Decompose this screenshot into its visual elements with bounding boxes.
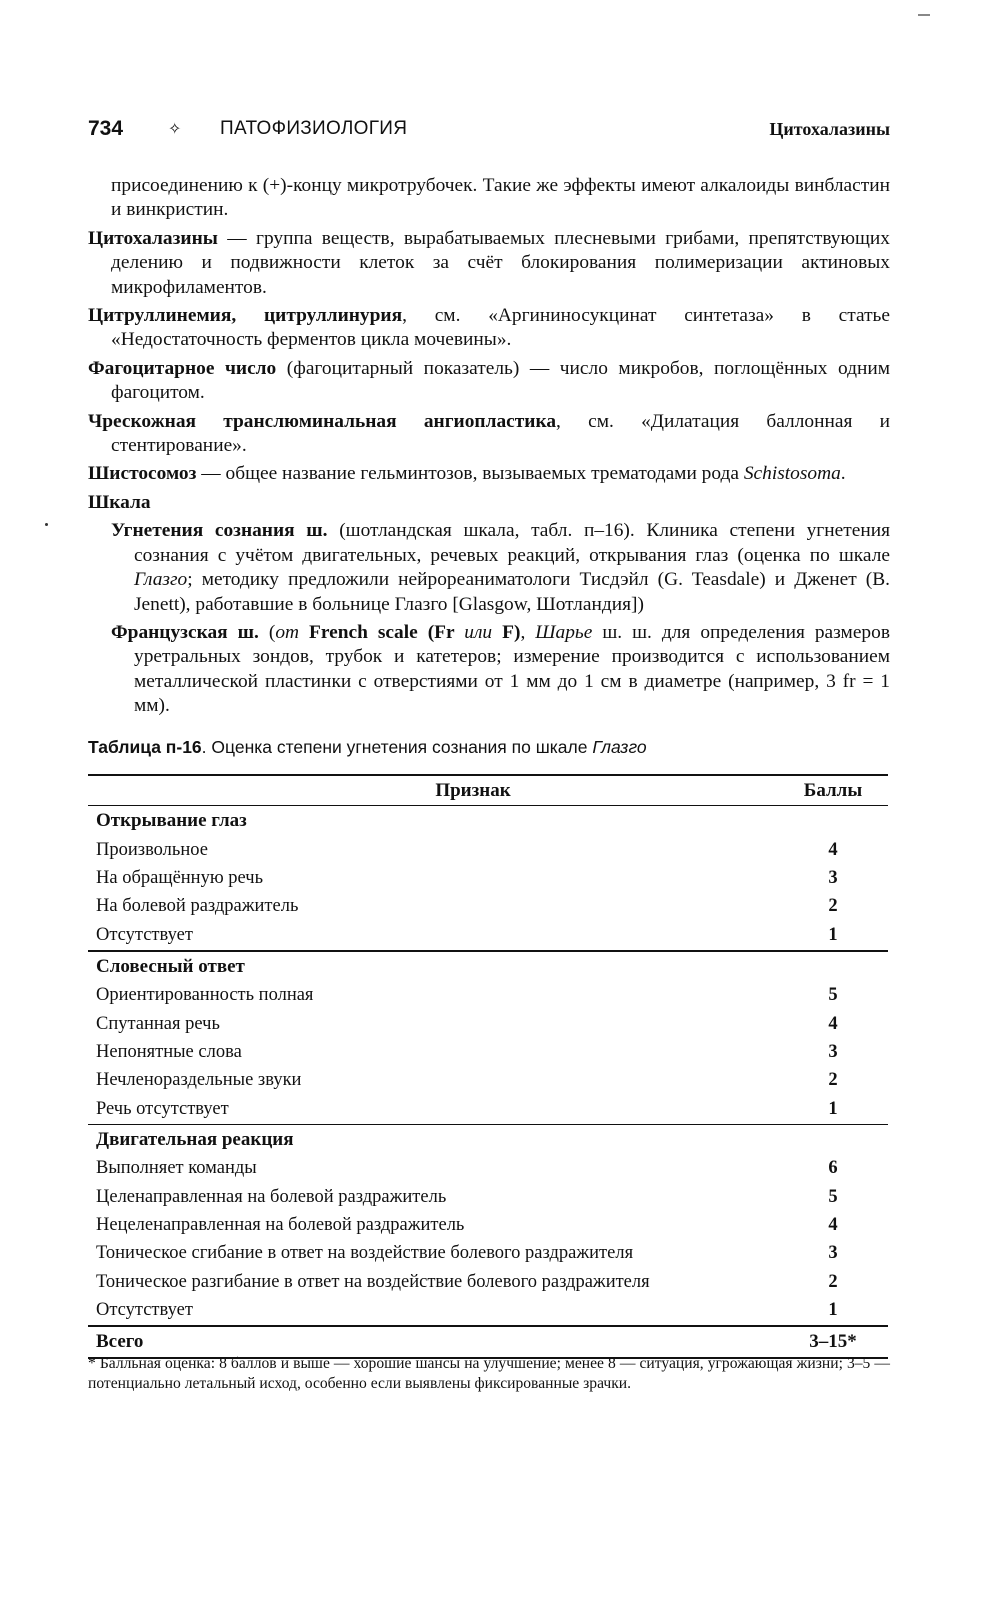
- table-caption-label: Таблица п-16: [88, 737, 202, 757]
- table-row: [88, 1010, 888, 1038]
- row-score: 3: [828, 1042, 838, 1063]
- subentry-text: (шотландская шкала, табл. п–16). Клиника степени угнетения сознания с учётом двигательных, речевых реакций, открывания глаз (оценка по шкале: [134, 520, 890, 566]
- subentry-italic: Глазго: [134, 569, 188, 591]
- subentry-text: (: [258, 621, 276, 643]
- row-score: 2: [828, 1070, 838, 1091]
- entry-term: Шистосомоз: [88, 463, 197, 485]
- dictionary-body: [88, 174, 890, 723]
- total-score: 3–15*: [809, 1330, 857, 1352]
- entry-cytochalasins: [88, 227, 890, 300]
- subentry-text: ,: [520, 621, 536, 643]
- table-caption-italic: Глазго: [592, 737, 647, 757]
- table-row: [88, 864, 888, 892]
- row-sign: Тоническое сгибание в ответ на воздействие болевого раздражителя: [96, 1243, 634, 1264]
- row-score: 5: [828, 985, 838, 1006]
- subentry-french-scale: [111, 621, 890, 719]
- group-verbal-response: Словесный ответ: [96, 955, 245, 977]
- row-sign: Речь отсутствует: [96, 1098, 229, 1119]
- subentry-text: ; методику предложили нейрореаниматологи Тисдэйл (G. Teasdale) и Дженет (B. Jenett), работавшие в больнице Глазго [Glasgow, Шотландия]): [134, 569, 890, 615]
- table-header-row: [88, 776, 888, 805]
- row-sign: Выполняет команды: [96, 1158, 257, 1179]
- table-footnote: * Балльная оценка: 8 баллов и выше — хорошие шансы на улучшение; менее 8 — ситуация, угрожающая жизни; 3–5 — потенциально летальный исход, особенно если выявлены фиксированные зрачки.: [88, 1355, 890, 1392]
- book-title: ПАТОФИЗИОЛОГИЯ: [220, 118, 408, 139]
- running-head: Цитохалазины: [769, 119, 890, 139]
- entry-text: — группа веществ, вырабатываемых плесневыми грибами, препятствующих делению и подвижности клеток за счёт блокирования полимеризации актиновых микрофиламентов.: [111, 227, 890, 298]
- entry-text: , см. «Аргининосукцинат синтетаза» в статье «Недостаточность ферментов цикла мочевины».: [111, 305, 890, 351]
- row-score: 3: [828, 1243, 838, 1264]
- row-sign: Произвольное: [96, 839, 208, 860]
- row-score: 1: [828, 924, 838, 945]
- column-header-score: Баллы: [803, 779, 863, 801]
- entry-phagocytic-number: [88, 357, 890, 406]
- table-row: [88, 1211, 888, 1239]
- subentry-bold: F): [492, 621, 521, 643]
- page-header: [88, 117, 890, 143]
- glasgow-table: [88, 774, 888, 1359]
- table-row: [88, 1155, 888, 1183]
- scan-edge-mark: [918, 14, 930, 16]
- subentry-bold: French scale (Fr: [299, 621, 465, 643]
- row-score: 5: [828, 1186, 838, 1207]
- subentry-text: ш. ш. для определения размеров уретральных зондов, трубок и катетеров; измерение производится с использованием металлической пластинки с отверстиями от 1 мм до 1 см в диаметре (например, 3 fr = 1 мм).: [134, 621, 890, 717]
- row-sign: Ориентированность полная: [96, 985, 314, 1006]
- subentry-italic: или: [464, 621, 493, 643]
- subentry-italic: от: [275, 621, 300, 643]
- subentry-term: Угнетения сознания ш.: [111, 520, 328, 542]
- entry-term: Цитохалазины: [88, 227, 218, 249]
- table-row: [88, 1038, 888, 1066]
- total-label: Всего: [96, 1330, 144, 1352]
- row-score: 1: [828, 1300, 838, 1321]
- subentry-consciousness: [111, 519, 890, 617]
- row-score: 4: [828, 1214, 838, 1235]
- page-number: 734: [88, 117, 124, 140]
- table-row: [88, 836, 888, 864]
- row-score: 2: [828, 896, 838, 917]
- table-row: [88, 1067, 888, 1095]
- entry-citrullinemia: [88, 304, 890, 353]
- group-eye-opening: Открывание глаз: [96, 810, 247, 831]
- entry-scale-heading: Шкала: [88, 491, 151, 513]
- row-score: 3: [828, 868, 838, 889]
- row-sign: Отсутствует: [96, 1300, 193, 1321]
- table-row: [88, 1296, 888, 1324]
- column-header-sign: Признак: [435, 779, 511, 801]
- row-score: 4: [828, 1013, 838, 1034]
- entry-angioplasty: [88, 410, 890, 459]
- table-total-row: [88, 1327, 888, 1357]
- entry-term: Цитруллинемия, цитруллинурия: [88, 305, 403, 327]
- entry-text: , см. «Дилатация баллонная и стентирование».: [111, 410, 890, 457]
- entry-term: Чрескожная транслюминальная ангиопластика: [88, 410, 557, 432]
- row-sign: Целенаправленная на болевой раздражитель: [96, 1186, 447, 1207]
- table-row: [88, 982, 888, 1010]
- row-sign: Нечленораздельные звуки: [96, 1070, 302, 1091]
- table-row: [88, 1240, 888, 1268]
- entry-text: присоединению к (+)-концу микротрубочек. Такие же эффекты имеют алкалоиды винбластин и винкристин.: [111, 175, 890, 221]
- table-row: [88, 1183, 888, 1211]
- row-score: 2: [828, 1271, 838, 1292]
- row-sign: Непонятные слова: [96, 1042, 242, 1063]
- row-sign: На обращённую речь: [96, 868, 264, 889]
- row-sign: Нецеленаправленная на болевой раздражитель: [96, 1214, 465, 1235]
- entry-term: Фагоцитарное число: [88, 357, 277, 379]
- table-row: [88, 1268, 888, 1296]
- table-row: [88, 893, 888, 921]
- entry-text: (фагоцитарный показатель) — число микробов, поглощённых одним фагоцитом.: [111, 357, 890, 404]
- entry-italic: Schistosoma: [743, 463, 841, 485]
- table-row: [88, 1095, 888, 1123]
- entry-continuation: [88, 174, 890, 223]
- row-score: 1: [828, 1098, 838, 1119]
- row-score: 6: [828, 1158, 838, 1179]
- row-sign: На болевой раздражитель: [96, 896, 299, 917]
- row-sign: Отсутствует: [96, 924, 193, 945]
- diamond-outline-icon: ✧: [168, 119, 182, 138]
- entry-tail: .: [840, 463, 846, 485]
- table-row: [88, 921, 888, 949]
- table-caption: [88, 737, 647, 758]
- row-sign: Спутанная речь: [96, 1013, 220, 1034]
- row-sign: Тоническое разгибание в ответ на воздействие болевого раздражителя: [96, 1271, 650, 1292]
- row-score: 4: [828, 839, 838, 860]
- subentry-italic: Шарье: [535, 621, 593, 643]
- entry-schistosomiasis: [88, 462, 890, 486]
- group-motor-response: Двигательная реакция: [96, 1128, 294, 1150]
- table-caption-text: . Оценка степени угнетения сознания по шкале: [201, 737, 593, 757]
- subentry-term: Французская ш.: [111, 621, 259, 643]
- entry-text: — общее название гельминтозов, вызываемых трематодами рода: [196, 463, 744, 485]
- margin-dot: [45, 523, 48, 526]
